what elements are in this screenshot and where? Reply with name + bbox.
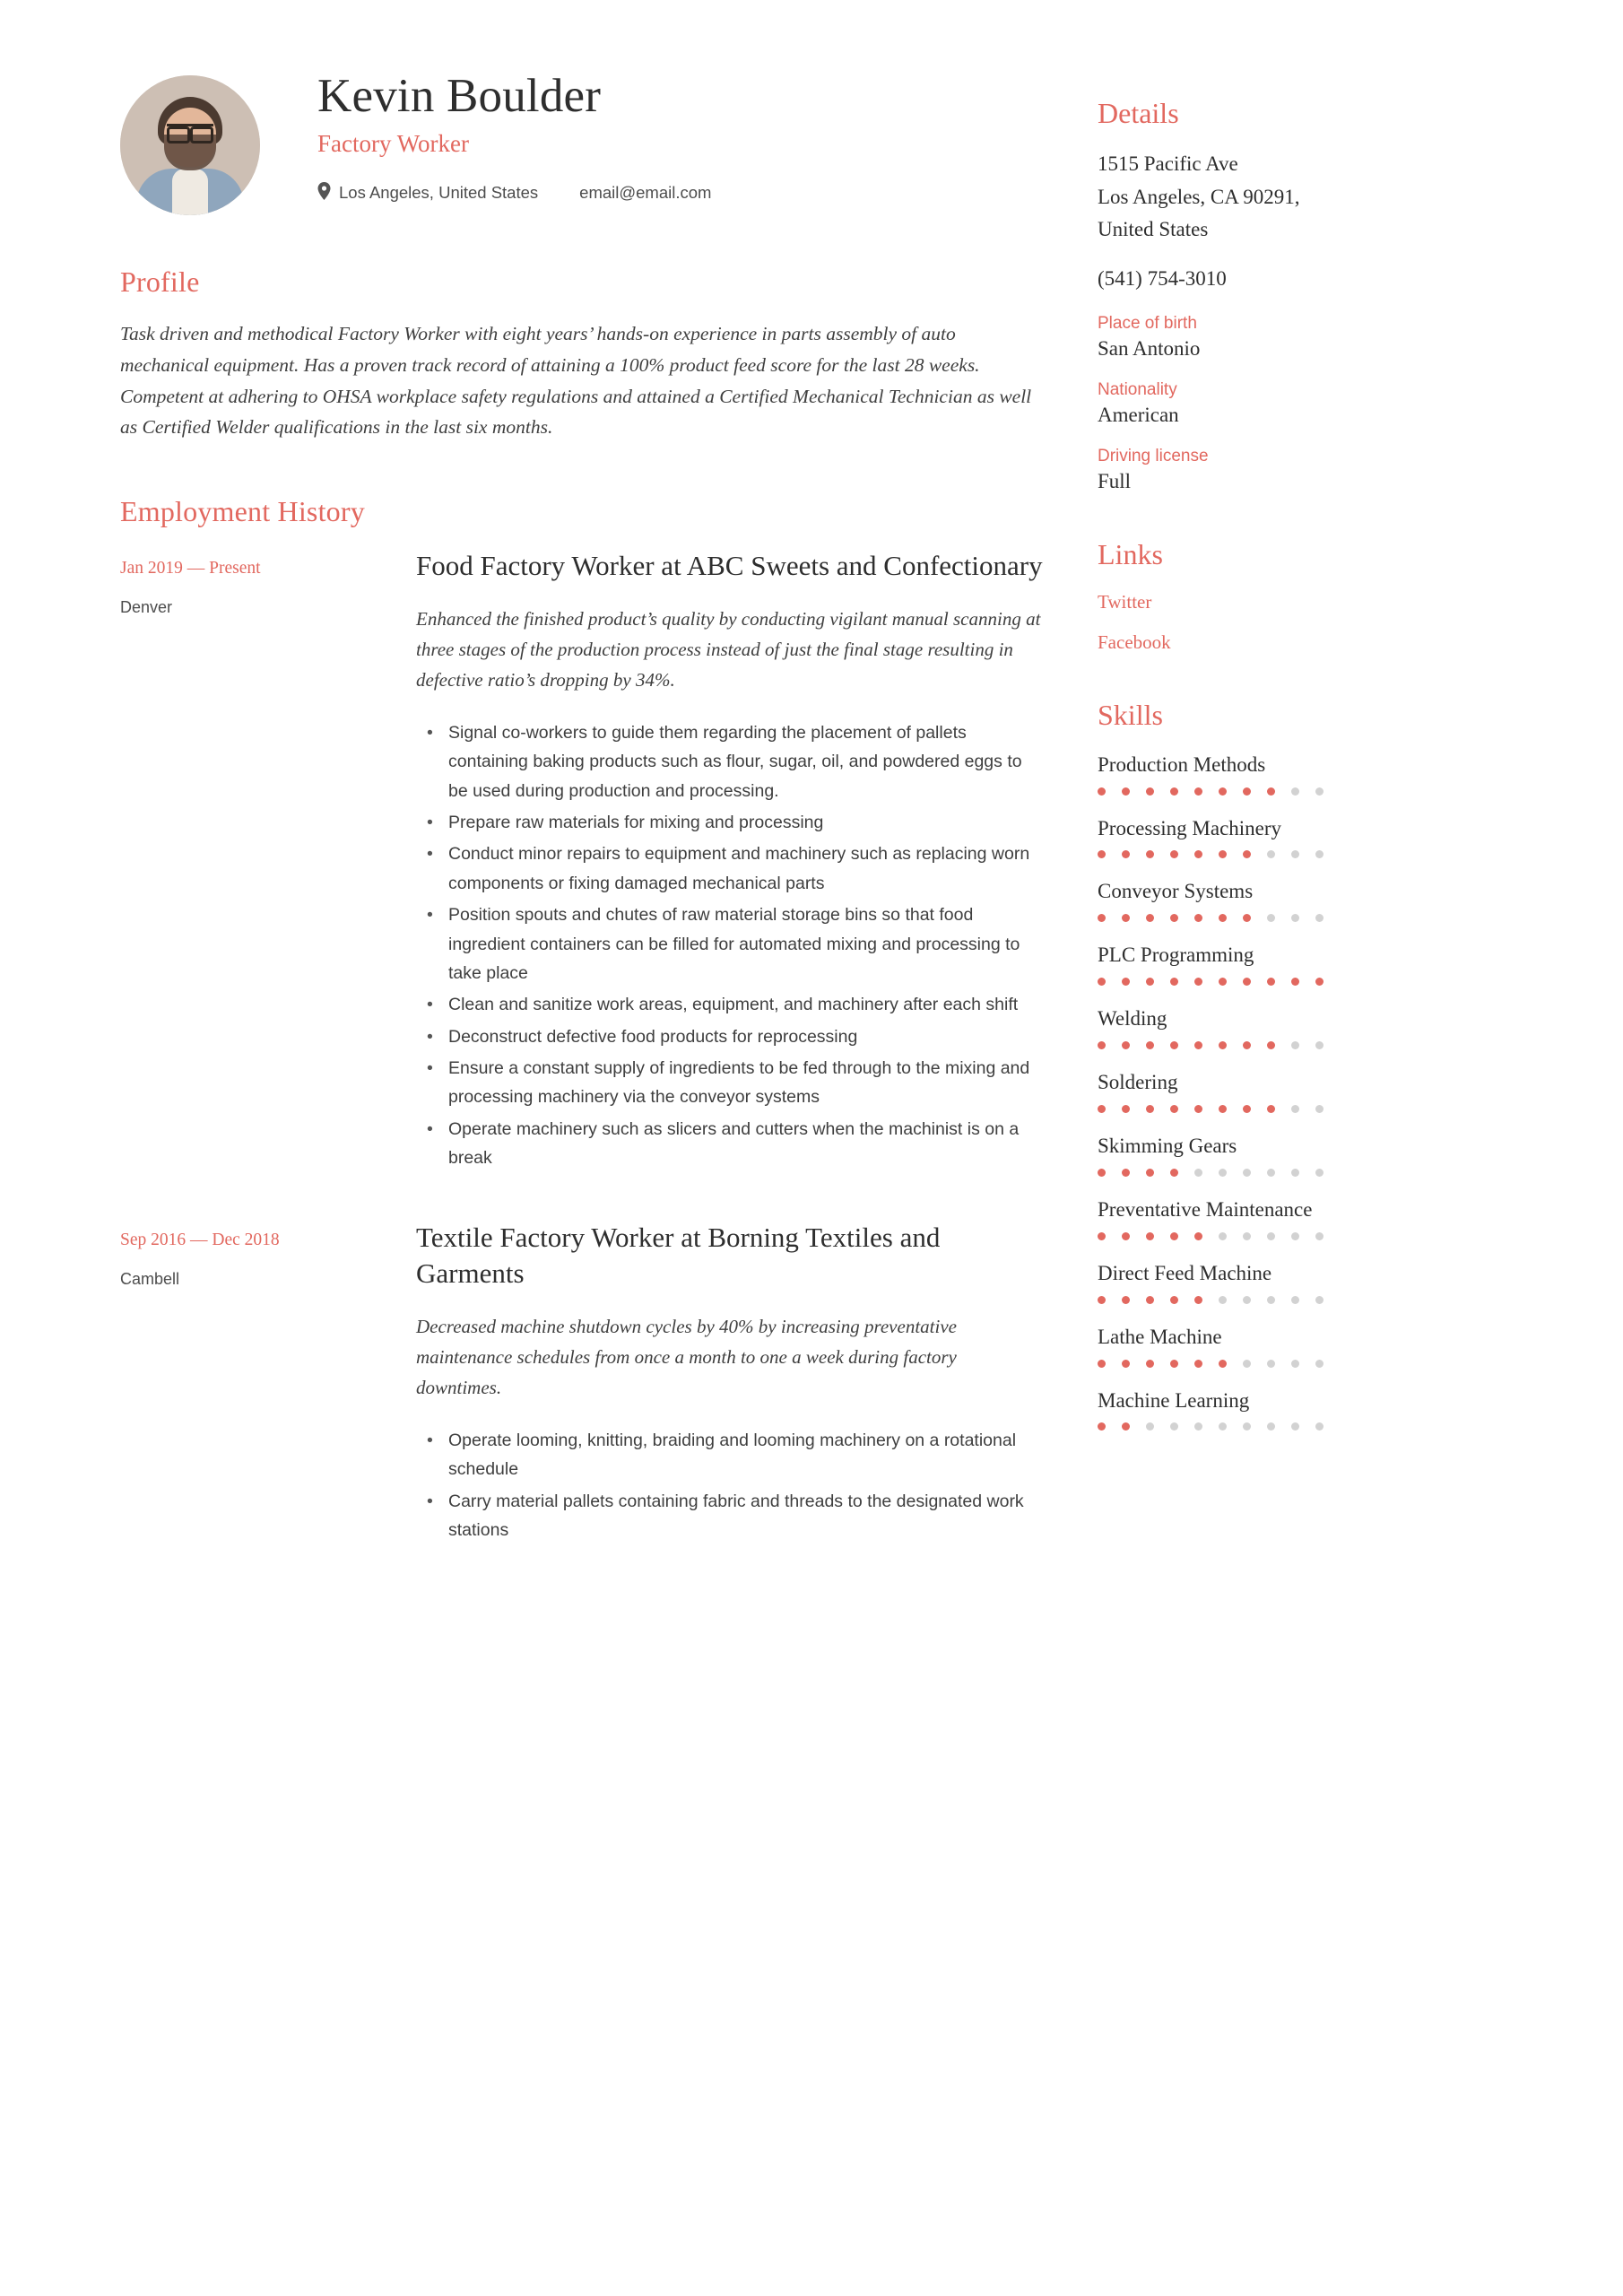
rating-dot (1219, 1422, 1227, 1431)
rating-dot (1291, 978, 1299, 986)
rating-dot (1243, 1422, 1251, 1431)
rating-dot (1315, 850, 1324, 858)
rating-dot (1315, 914, 1324, 922)
rating-dot (1122, 1169, 1130, 1177)
rating-dot (1098, 1041, 1106, 1049)
skill-rating (1098, 1360, 1474, 1368)
employment-summary: Enhanced the finished product’s quality by conducting vigilant manual scanning at three stages of the production process instead of just the final stage resulting in defective ratio’s dropping by 34%. (416, 607, 1041, 691)
employment-heading: Employment History (120, 495, 365, 528)
contact-email[interactable]: email@email.com (579, 182, 712, 202)
rating-dot (1194, 850, 1202, 858)
rating-dot (1098, 978, 1106, 986)
employment-summary: Decreased machine shutdown cycles by 40% by increasing preventative maintenance schedules from once a month to one a week during factory downtimes. (416, 1315, 957, 1398)
rating-dot (1146, 1041, 1154, 1049)
rating-dot (1098, 1360, 1106, 1368)
employment-meta (120, 548, 416, 1175)
rating-dot (1219, 1232, 1227, 1240)
rating-dot (1243, 1169, 1251, 1177)
detail-label-driving-license: Driving license (1098, 446, 1209, 465)
skills-heading: Skills (1098, 698, 1163, 731)
contact-row (317, 181, 711, 204)
rating-dot (1194, 1360, 1202, 1368)
rating-dot (1170, 1422, 1178, 1431)
links-heading: Links (1098, 537, 1163, 570)
skill-item (1098, 878, 1474, 922)
rating-dot (1170, 1232, 1178, 1240)
map-pin-icon (317, 182, 339, 204)
rating-dot (1267, 1169, 1275, 1177)
list-item: • Ensure a constant supply of ingredients to be fed through to the mixing and processing machinery via the conveyor systems (443, 1054, 1044, 1112)
rating-dot (1291, 787, 1299, 796)
rating-dot (1243, 1360, 1251, 1368)
employment-entry (120, 1220, 1044, 1547)
rating-dot (1170, 1105, 1178, 1113)
list-item: • Conduct minor repairs to equipment and machinery such as replacing worn components or fixing damaged mechanical parts (443, 839, 1044, 898)
employment-dates: Sep 2016 — Dec 2018 (120, 1231, 280, 1250)
rating-dot (1122, 1360, 1130, 1368)
rating-dot (1122, 978, 1130, 986)
employment-bullets (416, 718, 1044, 1172)
rating-dot (1315, 787, 1324, 796)
rating-dot (1267, 1422, 1275, 1431)
rating-dot (1315, 1169, 1324, 1177)
contact-location: Los Angeles, United States (339, 182, 539, 202)
skill-name: Lathe Machine (1098, 1325, 1222, 1348)
rating-dot (1098, 787, 1106, 796)
skill-name: Conveyor Systems (1098, 880, 1254, 903)
rating-dot (1291, 1422, 1299, 1431)
employment-role: Food Factory Worker at ABC Sweets and Confectionary (416, 550, 1043, 582)
skill-name: Processing Machinery (1098, 816, 1282, 839)
skill-name: Preventative Maintenance (1098, 1197, 1313, 1221)
skill-item (1098, 1005, 1474, 1049)
rating-dot (1315, 1232, 1324, 1240)
skill-item (1098, 1324, 1474, 1368)
skill-item (1098, 815, 1474, 859)
skill-name: Soldering (1098, 1071, 1178, 1094)
sidebar (1098, 63, 1474, 2242)
employment-body (416, 1220, 1044, 1547)
skill-name: Machine Learning (1098, 1388, 1250, 1412)
skill-item (1098, 1133, 1474, 1177)
rating-dot (1122, 1296, 1130, 1304)
rating-dot (1291, 1169, 1299, 1177)
rating-dot (1219, 1105, 1227, 1113)
rating-dot (1098, 914, 1106, 922)
skill-name: Welding (1098, 1007, 1167, 1031)
rating-dot (1267, 914, 1275, 922)
skill-name: Production Methods (1098, 752, 1266, 776)
address-line-2: Los Angeles, CA 90291, (1098, 185, 1300, 208)
rating-dot (1267, 850, 1275, 858)
list-item: • Carry material pallets containing fabric and threads to the designated work stations (443, 1487, 1044, 1545)
address-line-1: 1515 Pacific Ave (1098, 152, 1238, 175)
rating-dot (1146, 787, 1154, 796)
skill-item (1098, 1387, 1474, 1431)
link-twitter[interactable]: Twitter (1098, 590, 1152, 613)
rating-dot (1219, 787, 1227, 796)
rating-dot (1291, 914, 1299, 922)
rating-dot (1267, 1232, 1275, 1240)
rating-dot (1315, 1105, 1324, 1113)
rating-dot (1146, 1169, 1154, 1177)
rating-dot (1219, 1296, 1227, 1304)
rating-dot (1146, 850, 1154, 858)
rating-dot (1243, 1105, 1251, 1113)
rating-dot (1243, 978, 1251, 986)
rating-dot (1122, 787, 1130, 796)
link-facebook[interactable]: Facebook (1098, 631, 1171, 653)
rating-dot (1098, 1232, 1106, 1240)
skill-name: Direct Feed Machine (1098, 1261, 1272, 1284)
rating-dot (1315, 1296, 1324, 1304)
rating-dot (1315, 978, 1324, 986)
rating-dot (1146, 1105, 1154, 1113)
detail-label-nationality: Nationality (1098, 379, 1177, 399)
rating-dot (1243, 1232, 1251, 1240)
rating-dot (1219, 1360, 1227, 1368)
avatar (120, 63, 264, 215)
address-line-3: United States (1098, 218, 1209, 241)
rating-dot (1219, 1169, 1227, 1177)
rating-dot (1146, 978, 1154, 986)
rating-dot (1267, 1296, 1275, 1304)
detail-value-nationality: American (1098, 403, 1179, 426)
rating-dot (1243, 850, 1251, 858)
header-text (264, 63, 711, 204)
rating-dot (1170, 978, 1178, 986)
page-title: Kevin Boulder (317, 70, 602, 122)
rating-dot (1146, 1422, 1154, 1431)
rating-dot (1146, 1296, 1154, 1304)
rating-dot (1170, 1169, 1178, 1177)
rating-dot (1098, 850, 1106, 858)
rating-dot (1267, 1360, 1275, 1368)
list-item: • Position spouts and chutes of raw material storage bins so that food ingredient containers can be filled for automated mixing and processing to take place (443, 900, 1044, 987)
rating-dot (1098, 1422, 1106, 1431)
details-heading: Details (1098, 97, 1179, 129)
rating-dot (1219, 914, 1227, 922)
rating-dot (1098, 1296, 1106, 1304)
list-item: • Operate looming, knitting, braiding and looming machinery on a rotational schedule (443, 1426, 1044, 1484)
employment-meta (120, 1220, 416, 1547)
rating-dot (1267, 1105, 1275, 1113)
rating-dot (1291, 1296, 1299, 1304)
resume-header (120, 63, 1044, 215)
rating-dot (1243, 787, 1251, 796)
rating-dot (1170, 850, 1178, 858)
employment-city: Denver (120, 598, 173, 617)
rating-dot (1098, 1105, 1106, 1113)
employment-role: Textile Factory Worker at Borning Textiles and Garments (416, 1222, 941, 1290)
skill-item (1098, 1196, 1474, 1240)
skill-item (1098, 752, 1474, 796)
rating-dot (1315, 1360, 1324, 1368)
skill-rating (1098, 978, 1474, 986)
employment-entry (120, 548, 1044, 1175)
rating-dot (1219, 978, 1227, 986)
rating-dot (1267, 787, 1275, 796)
skill-rating (1098, 1232, 1474, 1240)
list-item: • Deconstruct defective food products for reprocessing (443, 1022, 1044, 1051)
rating-dot (1122, 1422, 1130, 1431)
rating-dot (1194, 1422, 1202, 1431)
skill-rating (1098, 787, 1474, 796)
job-title: Factory Worker (317, 130, 470, 158)
employment-city: Cambell (120, 1270, 180, 1289)
rating-dot (1291, 850, 1299, 858)
skill-item (1098, 1260, 1474, 1304)
rating-dot (1146, 914, 1154, 922)
rating-dot (1267, 978, 1275, 986)
skill-rating (1098, 1169, 1474, 1177)
phone-number[interactable]: (541) 754-3010 (1098, 266, 1227, 290)
avatar-photo (120, 75, 260, 215)
skills-list (1098, 752, 1474, 1431)
rating-dot (1194, 787, 1202, 796)
rating-dot (1122, 850, 1130, 858)
detail-value-place-of-birth: San Antonio (1098, 336, 1201, 360)
rating-dot (1170, 1296, 1178, 1304)
skill-rating (1098, 850, 1474, 858)
skill-rating (1098, 1296, 1474, 1304)
profile-heading: Profile (120, 265, 200, 298)
skill-rating (1098, 1105, 1474, 1113)
rating-dot (1194, 1296, 1202, 1304)
detail-value-driving-license: Full (1098, 469, 1132, 492)
main-column (120, 63, 1098, 2242)
skill-rating (1098, 1041, 1474, 1049)
rating-dot (1194, 1041, 1202, 1049)
rating-dot (1315, 1041, 1324, 1049)
rating-dot (1194, 914, 1202, 922)
employment-body (416, 548, 1044, 1175)
employment-bullets (416, 1426, 1044, 1544)
rating-dot (1122, 914, 1130, 922)
rating-dot (1243, 1296, 1251, 1304)
rating-dot (1291, 1105, 1299, 1113)
rating-dot (1146, 1360, 1154, 1368)
skill-rating (1098, 914, 1474, 922)
skill-name: PLC Programming (1098, 944, 1254, 967)
rating-dot (1315, 1422, 1324, 1431)
rating-dot (1219, 1041, 1227, 1049)
rating-dot (1170, 787, 1178, 796)
rating-dot (1194, 1105, 1202, 1113)
rating-dot (1194, 1169, 1202, 1177)
detail-label-place-of-birth: Place of birth (1098, 313, 1197, 333)
rating-dot (1291, 1360, 1299, 1368)
rating-dot (1170, 1360, 1178, 1368)
rating-dot (1170, 914, 1178, 922)
rating-dot (1194, 1232, 1202, 1240)
rating-dot (1170, 1041, 1178, 1049)
skill-item (1098, 1069, 1474, 1113)
list-item: • Signal co-workers to guide them regarding the placement of pallets containing baking products such as flour, sugar, oil, and powdered eggs to be used during production and processing. (443, 718, 1044, 805)
rating-dot (1291, 1041, 1299, 1049)
skill-name: Skimming Gears (1098, 1134, 1237, 1157)
rating-dot (1194, 978, 1202, 986)
rating-dot (1122, 1232, 1130, 1240)
rating-dot (1291, 1232, 1299, 1240)
list-item: • Clean and sanitize work areas, equipment, and machinery after each shift (443, 990, 1044, 1019)
rating-dot (1098, 1169, 1106, 1177)
skill-item (1098, 942, 1474, 986)
list-item: • Prepare raw materials for mixing and processing (443, 808, 1044, 837)
rating-dot (1243, 1041, 1251, 1049)
skill-rating (1098, 1422, 1474, 1431)
rating-dot (1122, 1105, 1130, 1113)
rating-dot (1146, 1232, 1154, 1240)
profile-text: Task driven and methodical Factory Worker with eight years’ hands-on experience in parts assembly of auto mechanical equipment. Has a proven track record of attaining a 100% product feed score for the last 28 weeks. Competent at adhering to OHSA workplace safety regulations and attained a Certified Mechanical Technician as well as Certified Welder qualifications in the last six months. (120, 323, 1032, 439)
rating-dot (1219, 850, 1227, 858)
list-item: • Operate machinery such as slicers and cutters when the machinist is on a break (443, 1115, 1044, 1173)
employment-dates: Jan 2019 — Present (120, 559, 261, 578)
rating-dot (1267, 1041, 1275, 1049)
rating-dot (1243, 914, 1251, 922)
rating-dot (1122, 1041, 1130, 1049)
